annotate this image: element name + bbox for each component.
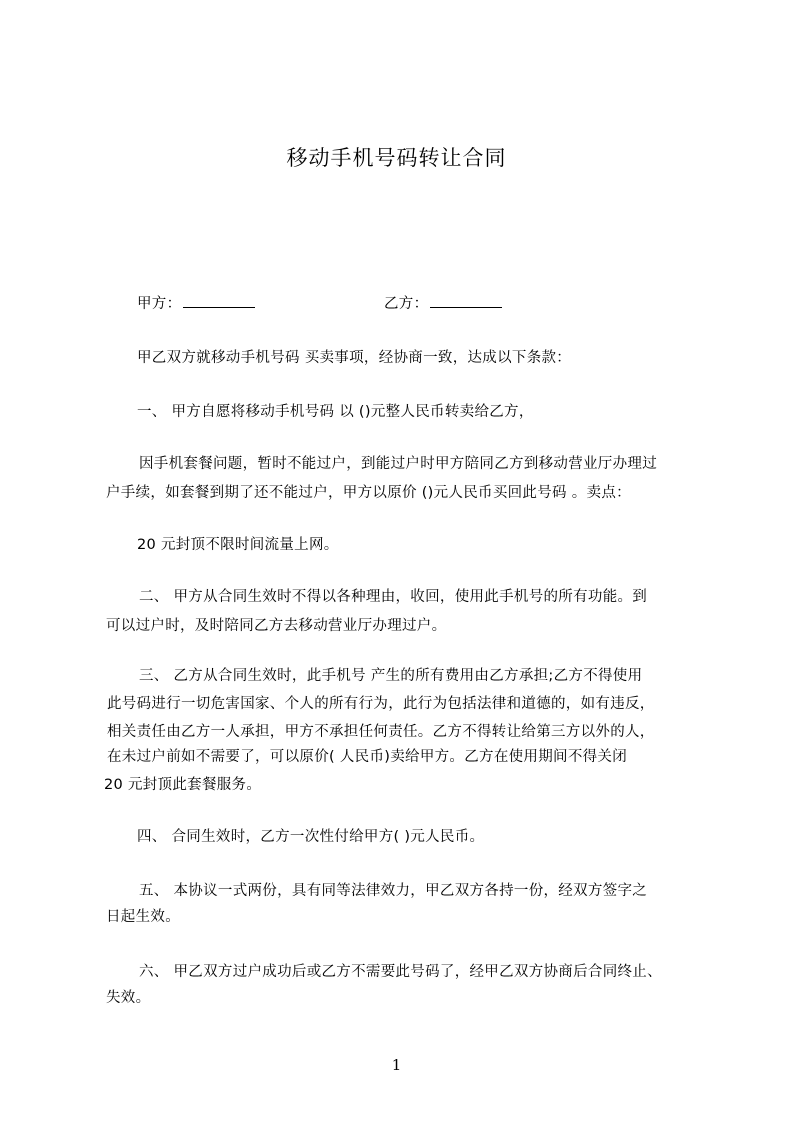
clause-2-line-2: 可以过户时，及时陪同乙方去移动营业厅办理过户。 [106, 618, 447, 634]
clause-3-line-4: 在未过户前如不需要了，可以原价( 人民币)卖给甲方。乙方在使用期间不得关闭 [107, 749, 628, 765]
party-b-field [384, 292, 502, 313]
party-a-blank [183, 293, 255, 308]
clause-1-line-2: 因手机套餐问题，暂时不能过户，到能过户时甲方陪同乙方到移动营业厅办理过 [139, 456, 657, 472]
document-title: 移动手机号码转让合同 [286, 146, 507, 170]
intro-text: 甲乙双方就移动手机号码 买卖事项，经协商一致，达成以下条款： [137, 350, 572, 366]
clause-3-line-2: 此号码进行一切危害国家、个人的所有行为，此行为包括法律和道德的，如有违反， [107, 696, 655, 712]
clause-6-line-2: 失效。 [106, 990, 151, 1006]
page-number: 1 [391, 1056, 402, 1074]
clause-6-line-1: 六、 甲乙双方过户成功后或乙方不需要此号码了，经甲乙双方协商后合同终止、 [139, 964, 662, 980]
clause-1-line-1: 一、 甲方自愿将移动手机号码 以 ()元整人民币转卖给乙方， [137, 404, 534, 420]
clause-5-line-1: 五、 本协议一式两份，具有同等法律效力，甲乙双方各持一份，经双方签字之 [139, 883, 648, 899]
clause-1-line-4: 20 元封顶不限时间流量上网。 [137, 537, 339, 553]
party-a-field [137, 292, 255, 313]
clause-3-line-1: 三、 乙方从合同生效时，此手机号 产生的所有费用由乙方承担;乙方不得使用 [139, 668, 643, 684]
clause-1-line-3: 户手续，如套餐到期了还不能过户，甲方以原价 ()元人民币买回此号码 。卖点： [106, 485, 631, 501]
party-a-label: 甲方： [137, 296, 182, 312]
clause-2-line-1: 二、 甲方从合同生效时不得以各种理由，收回，使用此手机号的所有功能。到 [139, 589, 648, 605]
party-b-label: 乙方： [384, 296, 429, 312]
clause-4-line-1: 四、 合同生效时，乙方一次性付给甲方( )元人民币。 [137, 829, 485, 845]
clause-5-line-2: 日起生效。 [106, 909, 180, 925]
clause-3-line-3: 相关责任由乙方一人承担，甲方不承担任何责任。乙方不得转让给第三方以外的人， [107, 724, 655, 740]
party-b-blank [430, 293, 502, 308]
clause-3-line-5: 20 元封顶此套餐服务。 [104, 777, 262, 793]
